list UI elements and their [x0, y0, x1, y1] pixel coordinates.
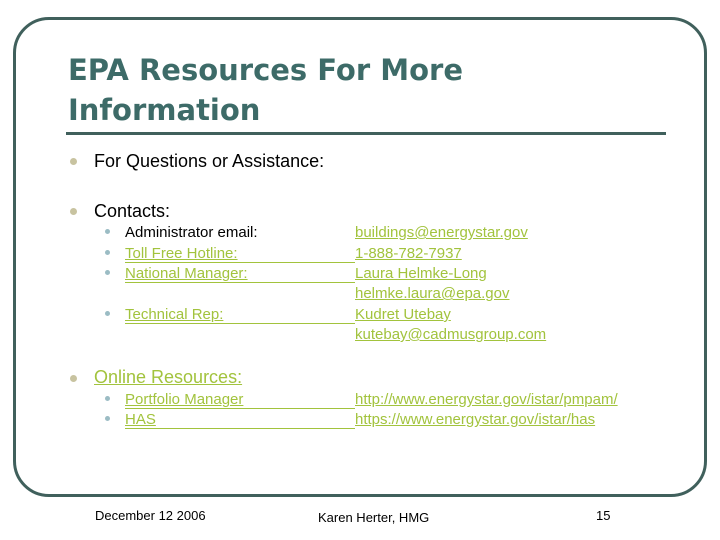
technical-rep-label[interactable]: Technical Rep: [125, 306, 224, 323]
bullet-icon [70, 375, 77, 382]
contacts-heading: Contacts: [94, 201, 171, 221]
link-underline [125, 428, 355, 429]
title-divider [66, 132, 666, 135]
has-label[interactable]: HAS [125, 411, 156, 428]
online-resources-link[interactable]: Online Resources: [94, 367, 243, 387]
page-number: 15 [596, 508, 611, 523]
sub-bullet-icon [105, 270, 110, 275]
footer-date: December 12 2006 [95, 508, 206, 523]
sub-bullet-icon [105, 396, 110, 401]
national-manager-name[interactable]: Laura Helmke-Long [355, 265, 487, 282]
slide-title: EPA Resources For More Information [68, 53, 463, 127]
admin-email-label: Administrator email: [125, 224, 258, 241]
link-underline [125, 323, 355, 324]
portfolio-manager-url[interactable]: http://www.energystar.gov/istar/pmpam/ [355, 391, 618, 408]
questions-heading: For Questions or Assistance: [94, 151, 325, 171]
sub-bullet-icon [105, 229, 110, 234]
link-underline [125, 282, 355, 283]
national-manager-email[interactable]: helmke.laura@epa.gov [355, 285, 510, 302]
has-url[interactable]: https://www.energystar.gov/istar/has [355, 411, 596, 428]
technical-rep-email[interactable]: kutebay@cadmusgroup.com [355, 326, 547, 343]
sub-bullet-icon [105, 311, 110, 316]
national-manager-label[interactable]: National Manager: [125, 265, 248, 282]
bullet-icon [70, 158, 77, 165]
sub-bullet-icon [105, 250, 110, 255]
link-underline [125, 408, 355, 409]
bullet-icon [70, 208, 77, 215]
link-underline [125, 262, 355, 263]
hotline-link[interactable]: 1-888-782-7937 [355, 245, 462, 262]
admin-email-link[interactable]: buildings@energystar.gov [355, 224, 528, 241]
technical-rep-name[interactable]: Kudret Utebay [355, 306, 451, 323]
footer-author: Karen Herter, HMG [318, 510, 430, 525]
hotline-label[interactable]: Toll Free Hotline: [125, 245, 238, 262]
portfolio-manager-label[interactable]: Portfolio Manager [125, 391, 244, 408]
sub-bullet-icon [105, 416, 110, 421]
